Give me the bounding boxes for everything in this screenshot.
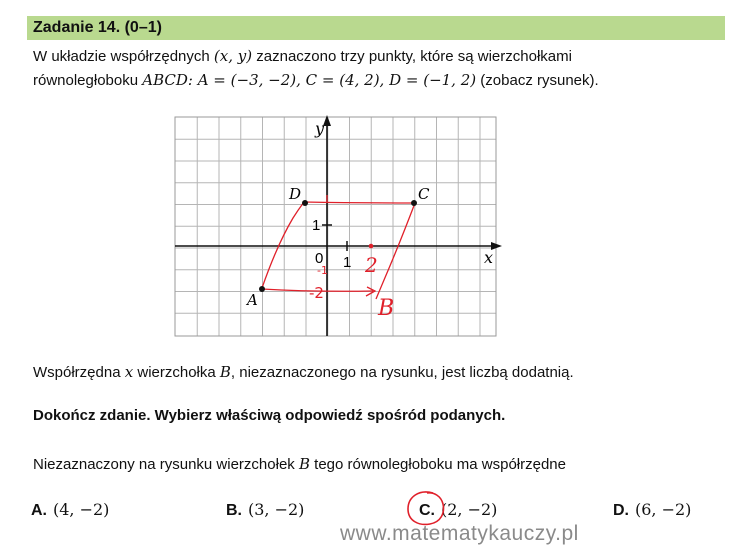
y-tick-label: 1 (312, 217, 321, 234)
question-text-2: tego równoległoboku ma współrzędne (310, 456, 566, 473)
y-axis-label: y (315, 119, 325, 138)
red-line-AD (262, 202, 304, 288)
intro-text: W układzie współrzędnych (33, 48, 214, 65)
statement-text-3: , niezaznaczonego na rysunku, jest liczbą dodatnią. (230, 364, 574, 381)
handwritten-construction (262, 195, 415, 299)
answer-value: (2, −2) (441, 500, 498, 519)
red-dot-2 (369, 244, 374, 249)
point-C (411, 200, 417, 206)
point-A-label: A (247, 291, 258, 309)
red-mark-neg1: -1 (317, 264, 328, 277)
answer-letter: D. (613, 502, 629, 519)
intro-text-3: równoległoboku (33, 72, 143, 89)
answer-option-a[interactable] (31, 500, 109, 520)
watermark-url: www.matematykauczy.pl (340, 522, 579, 545)
red-mark-2x: 2 (365, 253, 378, 277)
grid-lines (175, 117, 496, 336)
intro-line-2 (33, 71, 599, 89)
statement-math-x: x (124, 363, 134, 381)
statement-line (33, 363, 574, 381)
answer-value: (4, −2) (53, 500, 110, 519)
question-math-B: B (298, 455, 310, 473)
x-tick-label: 1 (343, 254, 352, 271)
answer-value: (3, −2) (248, 500, 305, 519)
origin-label: 0 (315, 250, 324, 267)
intro-text-4: (zobacz rysunek). (476, 72, 599, 89)
red-line-DC (304, 202, 415, 203)
point-C-label: C (418, 185, 430, 203)
intro-math-points: ABCD: A = (−3, −2), C = (4, 2), D = (−1, 2) (142, 71, 477, 89)
answer-letter: B. (226, 502, 242, 519)
answer-option-b[interactable] (226, 500, 304, 520)
point-D-label: D (289, 185, 302, 203)
statement-text-2: wierzchołka (133, 364, 220, 381)
red-label-B: B (378, 296, 395, 321)
question-line (33, 455, 566, 473)
point-A (259, 286, 265, 292)
statement-math-B: B (219, 363, 231, 381)
answer-value: (6, −2) (635, 500, 692, 519)
instruction: Dokończ zdanie. Wybierz właściwą odpowiedź spośród podanych. (33, 407, 506, 424)
answer-letter: A. (31, 502, 47, 519)
answer-option-d[interactable] (613, 500, 691, 520)
intro-math-xy: (x, y) (213, 47, 253, 65)
question-text: Niezaznaczony na rysunku wierzchołek (33, 456, 299, 473)
answer-letter: C. (419, 502, 435, 519)
x-axis-label: x (484, 248, 494, 267)
intro-text-2: zaznaczono trzy punkty, które są wierzchołkami (252, 48, 572, 65)
red-line-CB (376, 203, 415, 299)
intro-line-1 (33, 47, 572, 65)
point-D (302, 200, 308, 206)
coordinate-graph (173, 115, 503, 340)
task-title: Zadanie 14. (0–1) (33, 19, 162, 36)
statement-text: Współrzędna (33, 364, 125, 381)
red-mark-neg2: -2 (309, 284, 324, 302)
